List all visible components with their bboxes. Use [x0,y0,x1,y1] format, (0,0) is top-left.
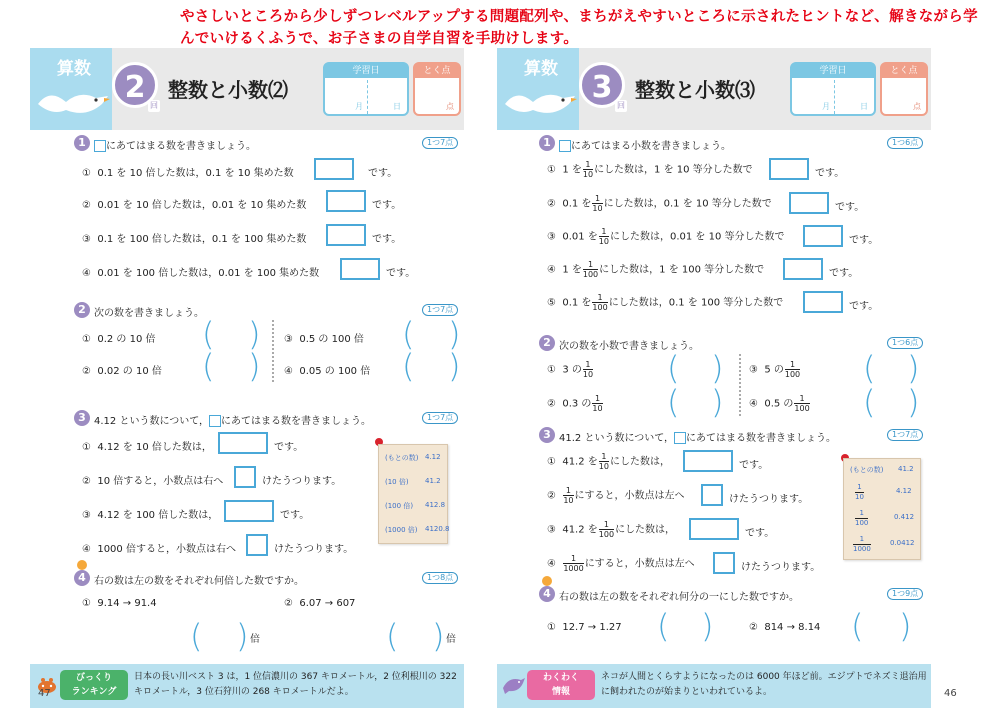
answer-paren-open[interactable]: ( [863,349,876,387]
q2-item: ② 0.3 の $\frac{1}{10}$ [547,394,603,413]
question-number: 3 [539,427,555,443]
trivia-text: 日本の長い川ベスト 3 は，1 位信濃川の 367 キロメートル，2 位利根川の 322 キロメートル，3 位石狩川の 268 キロメートルだよ。 [134,672,457,697]
trivia-text: ネコが人間とくらすようになったのは 6000 年ほど前。エジプトでネズミ退治用に飼われたのが始まりといわれているよ。 [601,672,927,697]
question-number: 1 [74,135,90,151]
answer-paren-open[interactable]: ( [863,383,876,421]
kai-label: 回 [617,101,625,110]
answer-box[interactable] [218,432,268,454]
q4-item: ② 814 → 8.14 [749,622,821,633]
seagull-icon [36,84,110,122]
q4-item: ② 6.07 → 607 [284,598,356,609]
q1-item: ① 1 を $\frac{1}{10}$ にした数は，1 を 10 等分した数で [547,160,753,179]
points-badge: 1つ9点 [887,588,923,600]
hint-note: (もとの数) 41.2 $\frac{1}{10}$ 4.12 $\frac{1}{100}$ 0.412 $\frac{1}{1000}$ 0.0412 [843,458,921,560]
study-date-box[interactable]: 学習日 月 日 [323,62,409,116]
answer-box[interactable] [713,552,735,574]
points-badge: 1つ7点 [422,412,458,424]
question-text: 4.12 という数について， にあてはまる数を書きましょう。 [94,416,372,427]
answer-box[interactable] [234,466,256,488]
q2-item: ① 0.2 の 10 倍 [82,334,156,345]
q3-item: ① 4.12 を 10 倍した数は， [82,442,212,453]
points-badge: 1つ8点 [422,572,458,584]
q3-item: ② 10 倍すると，小数点は右へ [82,476,224,487]
answer-box[interactable] [340,258,380,280]
question-number: 3 [74,410,90,426]
question-number: 4 [539,586,555,602]
hint-note: (もとの数) 4.12 (10 倍) 41.2 (100 倍) 412.8 (1000 倍) 4120.8 [378,444,448,544]
trivia-footer [30,664,464,708]
q1-item: ④ 0.01 を 100 倍した数は，0.01 を 100 集めた数 [82,268,320,279]
q2-item: ③ 5 の $\frac{1}{100}$ [749,360,801,379]
q1-item: ③ 0.01 を $\frac{1}{10}$ にした数は，0.01 を 10 等分した数で [547,227,785,246]
q4-item: ① 9.14 → 91.4 [82,598,157,609]
page-number: 46 [944,688,957,699]
answer-box[interactable] [689,518,739,540]
answer-paren-close: ) [899,607,912,645]
hint-bulb-icon [542,576,552,586]
q3-item: ④ $\frac{1}{1000}$ にすると，小数点は左へ [547,554,695,573]
q2-item: ③ 0.5 の 100 倍 [284,334,364,345]
q2-item: ② 0.02 の 10 倍 [82,366,162,377]
q1-item: ⑤ 0.1 を $\frac{1}{100}$ にした数は，0.1 を 100 等分した数で [547,293,784,312]
question-number: 1 [539,135,555,151]
answer-box[interactable] [789,192,829,214]
score-box[interactable]: とく点 点 [880,62,928,116]
answer-paren-close: ) [236,617,249,655]
answer-box[interactable] [769,158,809,180]
answer-paren-open[interactable]: ( [202,315,215,353]
points-badge: 1つ7点 [422,304,458,316]
q3-item: ④ 1000 倍すると，小数点は右へ [82,544,236,555]
page-left: 算数 2 回 整数と小数⑵ 学習日 月 日 とく点 点 1 にあてはまる数を書きましょう。 1つ7点 ① 0.1 を 10 倍した数は，0.1 を 10 集めた数 です。 ② 0.01 を 10 倍した数は，0.01 を 10 集めた数 です。 ③ 0.1 を 100 倍した数は，0.1 を 100 集めた数 です。 ④ 0.01 を 100 倍した数は，0.01 を 100 集めた数 です。 2 次の数を書きましょう。 1つ7点 ① 0.2 の 10 倍 ( ) ② 0.02 の 10 倍 ( ) ③ 0.5 の 100 倍 ( ) ④ 0.05 の 100 倍 ( ) 3 4.12 という数について， にあてはまる数を書きましょう。 1つ7点 ① 4.12 を 10 倍した数は， です。 ② 10 倍すると，小数点は右へ けたうつります。 ③ 4.12 を 100 倍した数は， です。 ④ 1000 倍すると，小数点は右へ けたうつります。 (もとの数) 4.12 (10 倍) 41.2 (100 倍) 412.8 (1000 倍) 4120.8 4 右の数は左の数をそれぞれ何倍した数ですか。 1つ8点 ① 9.14 → 91.4 ② 6.07 → 607 ( ) 倍 ( ) 倍 びっくり ランキング 日本の長い川ベスト 3 は，1 位信濃川の 367 キロメートル，2 位利根川の 322 キロメートル，3 位石狩川の 268 キロメートルだよ。 [30,48,464,708]
answer-box[interactable] [314,158,354,180]
kai-label: 回 [150,101,158,110]
answer-box[interactable] [326,190,366,212]
points-badge: 1つ7点 [887,429,923,441]
q3-item: ③ 4.12 を 100 倍した数は， [82,510,219,521]
points-badge: 1つ6点 [887,337,923,349]
points-badge: 1つ6点 [887,137,923,149]
question-text: にあてはまる数を書きましょう。 [94,137,256,152]
question-text: 右の数は左の数をそれぞれ何倍した数ですか。 [94,576,304,587]
lesson-number: 2 [112,62,158,108]
question-text: にあてはまる小数を書きましょう。 [559,137,731,152]
points-badge: 1つ7点 [422,137,458,149]
answer-paren-open[interactable]: ( [667,383,680,421]
answer-paren-close: ) [248,347,261,385]
answer-paren-close: ) [711,383,724,421]
answer-paren-open[interactable]: ( [202,347,215,385]
page-title: 整数と小数⑵ [168,78,288,102]
q3-item: ② $\frac{1}{10}$ にすると，小数点は左へ [547,486,685,505]
lesson-number: 3 [579,62,625,108]
question-number: 2 [539,335,555,351]
answer-box[interactable] [246,534,268,556]
question-text: 次の数を小数で書きましょう。 [559,341,699,352]
answer-paren-close: ) [711,349,724,387]
q1-item: ② 0.1 を $\frac{1}{10}$ にした数は，0.1 を 10 等分した数で [547,194,772,213]
question-text: 次の数を書きましょう。 [94,308,204,319]
q1-item: ① 0.1 を 10 倍した数は，0.1 を 10 集めた数 [82,168,294,179]
page-right: 算数 3 回 整数と小数⑶ 学習日 月 日 とく点 点 1 にあてはまる小数を書きましょう。 1つ6点 ① 1 を $\frac{1}{10}$ にした数は，1 を 10 等分した数で です。 ② 0.1 を $\frac{1}{10}$ にした数は，0.1 を 10 等分した数で です。 ③ 0.01 を $\frac{1}{10}$ にした数は，0.01 を 10 等分した数で です。 ④ 1 を $\frac{1}{100}$ にした数は，1 を 100 等分した数で です。 ⑤ 0.1 を $\frac{1}{100}$ にした数は，0.1 を 100 等分した数で です。 2 次の数を小数で書きましょう。 1つ6点 ① 3 の $\frac{1}{10}$ ( ) ② 0.3 の $\frac{1}{10}$ ( ) ③ 5 の $\frac{1}{100}$ ( ) ④ 0.5 の $\frac{1}{100}$ ( ) 3 41.2 という数について， にあてはまる数を書きましょう。 1つ7点 ① 41.2 を $\frac{1}{10}$ にした数は， です。 ② $\frac{1}{10}$ にすると，小数点は左へ けたうつります。 ③ 41.2 を $\frac{1}{100}$ にした数は， です。 ④ $\frac{1}{1000}$ にすると，小数点は左へ けたうつります。 (もとの数) 41.2 $\frac{1}{10}$ 4.12 $\frac{1}{100}$ 0.412 $\frac{1}{1000}$ 0.0412 4 右の数は左の数をそれぞれ何分の一にした数ですか。 1つ9点 ① 12.7 → 1.27 ( ) ② 814 → 8.14 ( ) わくわく 情報 ネコが人間とくらすようになったのは 6000 年ほど前。エジプトでネズミ退治用に飼われたのが始まりといわれているよ。 [497,48,931,708]
answer-paren-close: ) [907,349,920,387]
ranking-badge: びっくり ランキング [60,670,128,700]
question-number: 4 [74,570,90,586]
q1-item: ④ 1 を $\frac{1}{100}$ にした数は，1 を 100 等分した数で [547,260,765,279]
answer-box[interactable] [783,258,823,280]
answer-box[interactable] [683,450,733,472]
answer-paren-close: ) [701,607,714,645]
score-box[interactable]: とく点 点 [413,62,461,116]
answer-paren-open[interactable]: ( [386,617,399,655]
subject-label: 算数 [524,59,558,79]
answer-box[interactable] [326,224,366,246]
answer-paren-open[interactable]: ( [402,315,415,353]
answer-paren-open[interactable]: ( [851,607,864,645]
q1-item: ③ 0.1 を 100 倍した数は，0.1 を 100 集めた数 [82,234,307,245]
q2-item: ④ 0.5 の $\frac{1}{100}$ [749,394,810,413]
answer-paren-open[interactable]: ( [667,349,680,387]
q2-item: ① 3 の $\frac{1}{10}$ [547,360,594,379]
answer-paren-open[interactable]: ( [402,347,415,385]
lesson-header [30,48,464,130]
answer-box[interactable] [803,291,843,313]
seagull-icon [503,84,577,122]
dolphin-icon [501,672,527,698]
question-text: 右の数は左の数をそれぞれ何分の一にした数ですか。 [559,592,799,603]
q3-item: ③ 41.2 を $\frac{1}{100}$ にした数は， [547,520,676,539]
hint-bulb-icon [77,560,87,570]
lesson-header [497,48,931,130]
answer-paren-open[interactable]: ( [190,617,203,655]
trivia-footer [497,664,931,708]
intro-text: やさしいところから少しずつレベルアップする問題配列や、まちがえやすいところに示されたヒントなど、解きながら学んでいけるくふうで、お子さまの自学自習を手助けします。 [180,9,978,47]
answer-paren-close: ) [907,383,920,421]
answer-box[interactable] [803,225,843,247]
answer-paren-close: ) [448,347,461,385]
subject-label: 算数 [57,59,91,79]
info-badge: わくわく 情報 [527,670,595,700]
question-number: 2 [74,302,90,318]
page-number: 47 [38,688,51,699]
answer-box[interactable] [701,484,723,506]
q4-item: ① 12.7 → 1.27 [547,622,622,633]
q2-item: ④ 0.05 の 100 倍 [284,366,371,377]
answer-paren-close: ) [432,617,445,655]
answer-paren-open[interactable]: ( [657,607,670,645]
answer-box-sample [94,140,106,152]
answer-paren-close: ) [448,315,461,353]
page-title: 整数と小数⑶ [635,78,755,102]
answer-paren-close: ) [248,315,261,353]
answer-box[interactable] [224,500,274,522]
q1-item: ② 0.01 を 10 倍した数は，0.01 を 10 集めた数 [82,200,307,211]
q3-item: ① 41.2 を $\frac{1}{10}$ にした数は， [547,452,670,471]
question-text: 41.2 という数について， にあてはまる数を書きましょう。 [559,433,837,444]
study-date-box[interactable]: 学習日 月 日 [790,62,876,116]
